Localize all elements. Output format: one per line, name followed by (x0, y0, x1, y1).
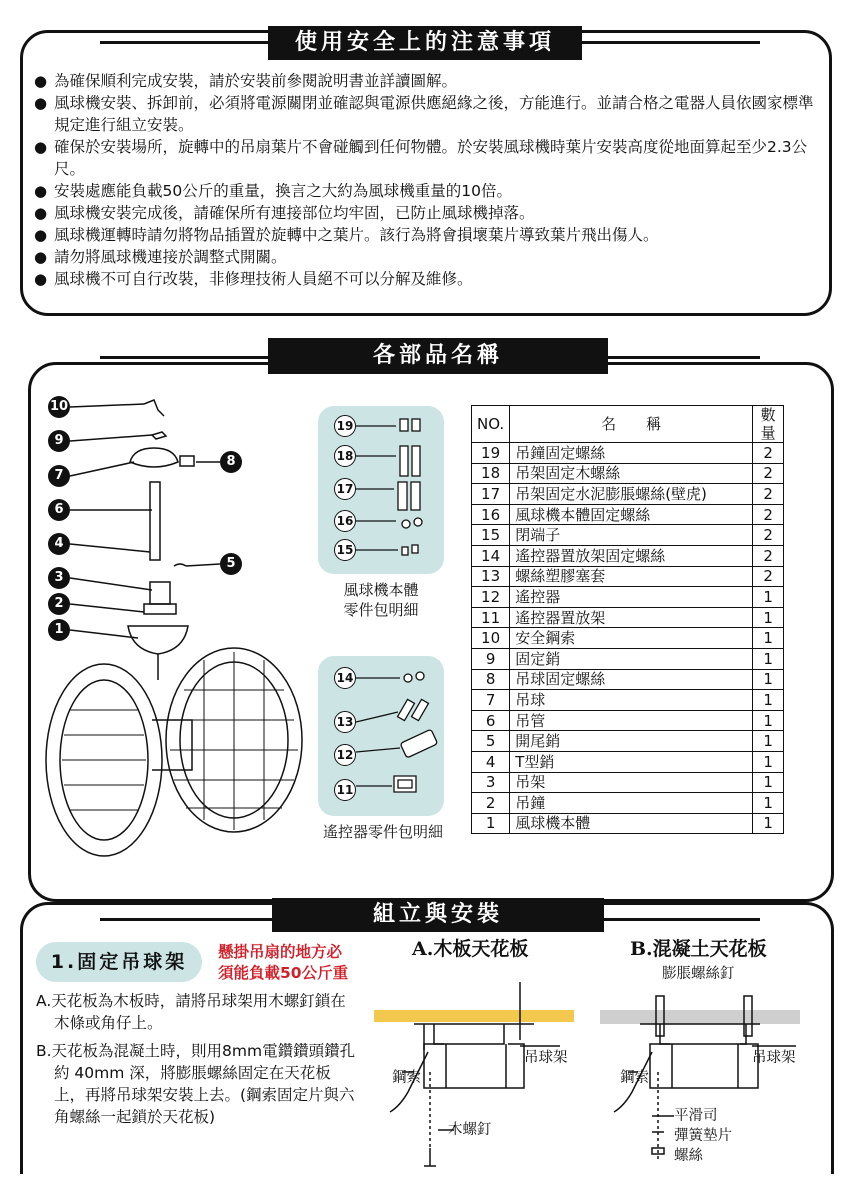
callout-11: 11 (334, 779, 356, 801)
step-1-tag: 1.固定吊球架 (36, 942, 202, 982)
part-qty: 1 (753, 690, 784, 711)
callout-3: 3 (48, 567, 70, 589)
part-name: 風球機本體 (510, 813, 753, 834)
hardware-kit-caption: 風球機本體 零件包明細 (343, 581, 419, 619)
table-row (472, 504, 784, 525)
table-row (472, 648, 784, 669)
safety-note: ● 風球機運轉時請勿將物品插置於旋轉中之葉片。該行為將會損壞葉片導致葉片飛出傷人。 (34, 224, 814, 246)
part-qty: 2 (753, 566, 784, 587)
header-name: 名 稱 (510, 406, 753, 443)
diagram-a-cable-label: 鋼索 (392, 1070, 421, 1086)
instruction-a (36, 990, 356, 1034)
table-row (472, 628, 784, 649)
part-qty: 2 (753, 504, 784, 525)
part-qty: 1 (753, 710, 784, 731)
assembly-title: 組立與安裝 (272, 898, 604, 932)
table-row (472, 607, 784, 628)
part-name: 吊架固定木螺絲 (510, 463, 753, 484)
part-qty: 1 (753, 648, 784, 669)
part-qty: 1 (753, 793, 784, 814)
callout-6: 6 (48, 499, 70, 521)
callout-12: 12 (334, 744, 356, 766)
part-name: 吊管 (510, 710, 753, 731)
part-no: 12 (472, 587, 510, 608)
parts-table-header (472, 406, 784, 443)
part-no: 9 (472, 648, 510, 669)
callout-4: 4 (48, 533, 70, 555)
part-name: 固定銷 (510, 648, 753, 669)
table-row (472, 710, 784, 731)
remote-kit-caption: 遙控器零件包明細 (322, 823, 443, 841)
part-name: 遙控器置放架 (510, 607, 753, 628)
part-name: 吊球 (510, 690, 753, 711)
diagram-b-anchor-label: 膨脹螺絲釘 (662, 966, 735, 982)
diagram-b-screw-label: 螺絲 (674, 1148, 703, 1164)
part-name: 吊架固定水泥膨脹螺絲(壁虎) (510, 484, 753, 505)
part-qty: 2 (753, 525, 784, 546)
part-no: 4 (472, 751, 510, 772)
part-no: 6 (472, 710, 510, 731)
table-row (472, 566, 784, 587)
table-row (472, 751, 784, 772)
part-name: 吊鐘 (510, 793, 753, 814)
load-warning: 懸掛吊扇的地方必 須能負載50公斤重 (218, 943, 349, 982)
table-row (472, 525, 784, 546)
part-name: 風球機本體固定螺絲 (510, 504, 753, 525)
safety-note: ● 確保於安裝場所，旋轉中的吊扇葉片不會碰觸到任何物體。於安裝風球機時葉片安裝高度從地面算起至少2.3公尺。 (34, 136, 814, 180)
table-row (472, 690, 784, 711)
table-row (472, 731, 784, 752)
part-no: 16 (472, 504, 510, 525)
callout-18: 18 (334, 445, 356, 467)
callout-19: 19 (334, 415, 356, 437)
part-qty: 1 (753, 607, 784, 628)
table-row (472, 484, 784, 505)
part-name: 吊球固定螺絲 (510, 669, 753, 690)
instruction-a-text: A.天花板為木板時，請將吊球架用木螺釘鎖在木條或角仔上。 (36, 992, 346, 1032)
table-row (472, 443, 784, 464)
diagram-b-washer-label: 平滑司 (674, 1108, 718, 1124)
diagram-a-title: A.木板天花板 (412, 938, 529, 960)
callout-10: 10 (48, 396, 70, 418)
fan-exploded-diagram (34, 390, 334, 870)
callout-2: 2 (48, 593, 70, 615)
callout-7: 7 (48, 465, 70, 487)
header-no: NO. (472, 406, 510, 443)
part-no: 18 (472, 463, 510, 484)
part-qty: 2 (753, 484, 784, 505)
callout-16: 16 (334, 510, 356, 532)
diagram-b-cable-label: 鋼索 (620, 1070, 649, 1086)
part-no: 10 (472, 628, 510, 649)
diagram-b-title: B.混凝土天花板 (630, 938, 767, 960)
callout-15: 15 (334, 539, 356, 561)
table-row (472, 793, 784, 814)
callout-1: 1 (48, 619, 70, 641)
instruction-b (36, 1040, 356, 1128)
part-name: 遙控器 (510, 587, 753, 608)
table-row (472, 669, 784, 690)
diagram-a-screw-label: 木螺釘 (448, 1122, 492, 1138)
part-no: 19 (472, 443, 510, 464)
header-qty: 數量 (753, 406, 784, 443)
part-no: 1 (472, 813, 510, 834)
part-qty: 2 (753, 545, 784, 566)
safety-title: 使用安全上的注意事項 (268, 26, 582, 60)
part-name: 吊鐘固定螺絲 (510, 443, 753, 464)
part-name: T型銷 (510, 751, 753, 772)
part-no: 7 (472, 690, 510, 711)
parts-title: 各部品名稱 (268, 338, 608, 374)
part-no: 5 (472, 731, 510, 752)
parts-table (471, 405, 784, 834)
safety-note: ● 安裝處應能負載50公斤的重量，換言之大約為風球機重量的10倍。 (34, 180, 814, 202)
instruction-b-text: B.天花板為混凝土時，則用8mm電鑽鑽頭鑽孔約 40mm 深，將膨脹螺絲固定在天花板上，再將吊球架安裝上去。(鋼索固定片與六角螺絲一起鎖於天花板) (36, 1042, 356, 1126)
part-no: 2 (472, 793, 510, 814)
callout-5: 5 (220, 553, 242, 575)
part-qty: 1 (753, 772, 784, 793)
safety-note: ● 為確保順利完成安裝，請於安裝前參閱說明書並詳讀圖解。 (34, 70, 814, 92)
part-qty: 1 (753, 731, 784, 752)
table-row (472, 772, 784, 793)
part-name: 開尾銷 (510, 731, 753, 752)
part-qty: 1 (753, 628, 784, 649)
part-name: 閉端子 (510, 525, 753, 546)
callout-9: 9 (48, 430, 70, 452)
part-name: 螺絲塑膠塞套 (510, 566, 753, 587)
part-no: 17 (472, 484, 510, 505)
callout-14: 14 (334, 667, 356, 689)
part-qty: 2 (753, 463, 784, 484)
safety-note: ● 風球機不可自行改裝，非修理技術人員絕不可以分解及維修。 (34, 268, 814, 290)
callout-13: 13 (334, 711, 356, 733)
part-name: 安全鋼索 (510, 628, 753, 649)
part-no: 11 (472, 607, 510, 628)
safety-notes (34, 70, 814, 290)
table-row (472, 813, 784, 834)
part-qty: 1 (753, 587, 784, 608)
safety-note: ● 請勿將風球機連接於調整式開關。 (34, 246, 814, 268)
safety-note: ● 風球機安裝完成後，請確保所有連接部位均牢固，已防止風球機掉落。 (34, 202, 814, 224)
part-name: 吊架 (510, 772, 753, 793)
part-qty: 2 (753, 443, 784, 464)
part-no: 13 (472, 566, 510, 587)
part-no: 15 (472, 525, 510, 546)
diagram-a-bracket-label: 吊球架 (524, 1050, 568, 1066)
part-qty: 1 (753, 813, 784, 834)
callout-8: 8 (220, 451, 242, 473)
part-name: 遙控器置放架固定螺絲 (510, 545, 753, 566)
callout-17: 17 (334, 478, 356, 500)
safety-note: ● 風球機安裝、拆卸前，必須將電源關閉並確認與電源供應絕緣之後，方能進行。並請合格之電器人員依國家標準規定進行組立安裝。 (34, 92, 814, 136)
part-no: 8 (472, 669, 510, 690)
table-row (472, 463, 784, 484)
part-qty: 1 (753, 669, 784, 690)
diagram-b-bracket-label: 吊球架 (752, 1050, 796, 1066)
part-no: 3 (472, 772, 510, 793)
part-no: 14 (472, 545, 510, 566)
diagram-b-spring-washer-label: 彈簧墊片 (674, 1128, 732, 1144)
part-qty: 1 (753, 751, 784, 772)
table-row (472, 587, 784, 608)
table-row (472, 545, 784, 566)
